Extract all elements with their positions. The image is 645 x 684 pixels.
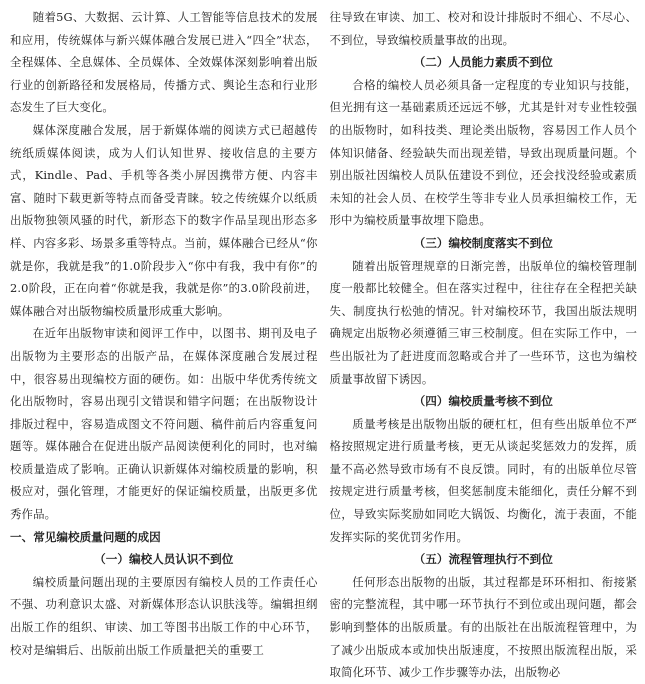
process-paragraph: 任何形态出版物的出版，其过程都是环环相扣、衔接紧密的完整流程，其中哪一环节执行不到位或出现问题，都会影响到整体的出版质量。有的出版社在出版流程管理中，为了减少出版成本或加快出版速度，不按照出版流程出版，采取简化环节、减少工作步骤等办法，出版物必 bbox=[329, 574, 637, 680]
subheading-system: （三）编校制度落实不到位 bbox=[413, 235, 553, 250]
ability-paragraph: 合格的编校人员必须具备一定程度的专业知识与技能，但光拥有这一基础素质还远远不够，尤其是针对专业性较强的出版物时，如科技类、理论类出版物，容易因工作人员个体知识储备、经验缺失而出现差错，导致出现质量问题。个别出版社因编校人员队伍建设不到位，还会找没经验或素质未知的社会人员、在校学生等非专业人员承担编校工作，无形中为编校质量事故埋下隐患。 bbox=[329, 77, 637, 228]
subheading-awareness: （一）编校人员认识不到位 bbox=[94, 552, 234, 567]
assessment-paragraph: 质量考核是出版物出版的硬杠杠，但有些出版单位不严格按照规定进行质量考核，更无从谈起奖惩效力的发挥，质量不高必然导致市场有不良反馈。同时，有的出版单位尽管按规定进行质量考核，但奖惩制度未能细化，责任分解不到位，导致实际奖励如同吃大锅饭、均衡化，流于表面，不能发挥实际的奖优罚劣作用。 bbox=[329, 416, 637, 544]
subheading-process: （五）流程管理执行不到位 bbox=[413, 552, 553, 567]
review-findings-paragraph: 在近年出版物审读和阅评工作中，以图书、期刊及电子出版物为主要形态的出版产品，在媒体深度融合发展过程中，很容易出现编校方面的硬伤。如：出版中华优秀传统文化出版物时，容易出现引文错误和错字问题；在出版物设计排版过程中，容易造成图文不符问题、稿件前后内容重复问题等。媒体融合在促进出版产品阅读便利化的同时，也对编校质量造成了影响。正确认识新媒体对编校质量的影响，积极应对，强化管理，才能更好的保证编校质量，出版更多优秀作品。 bbox=[10, 326, 318, 522]
left-column bbox=[10, 6, 318, 657]
subheading-assessment: （四）编校质量考核不到位 bbox=[413, 394, 553, 409]
intro-paragraph: 随着5G、大数据、云计算、人工智能等信息技术的发展和应用，传统媒体与新兴媒体融合发展已进入“四全”状态，全程媒体、全息媒体、全员媒体、全效媒体深刻影响着出版行业的创新路径和发展格局，传播方式、舆论生态和行业形态发生了巨大变化。 bbox=[10, 10, 318, 115]
right-column bbox=[329, 6, 638, 680]
continued-paragraph: 往导致在审读、加工、校对和设计排版时不细心、不尽心、不到位，导致编校质量事故的出现。 bbox=[329, 10, 637, 47]
awareness-paragraph: 编校质量问题出现的主要原因有编校人员的工作责任心不强、功利意识太盛、对新媒体形态认识肤浅等。编辑担纲出版工作的组织、审读、加工等图书出版工作的中心环节，校对是编辑后、出版前出版工作质量把关的重要工 bbox=[10, 574, 318, 657]
media-fusion-paragraph: 媒体深度融合发展，居于新媒体端的阅读方式已超越传统纸质媒体阅读，成为人们认知世界、接收信息的主要方式，Kindle、Pad、手机等各类小屏因携带方便、内容丰富、随时下载更新等特点而备受青睐。较之传统媒介以纸质出版物独领风骚的时代，新形态下的数字作品呈现出形态多样、内容多彩、场景多重等特点。当前，媒体融合已经从“你就是你，我就是我”的1.0阶段步入“你中有我，我中有你”的2.0阶段，正在向着“你就是我，我就是你”的3.0阶段前进，媒体融合对出版物编校质量形成重大影响。 bbox=[10, 122, 318, 318]
system-paragraph: 随着出版管理规章的日渐完善，出版单位的编校管理制度一般都比较健全。但在落实过程中，往往存在全程把关缺失、制度执行松弛的情况。针对编校环节，我国出版法规明确规定出版物必须遵循三审三校制度。但在实际工作中，一些出版社为了赶进度而忽略或合并了一些环节，这也为编校质量事故留下诱因。 bbox=[329, 258, 637, 386]
section-heading-causes: 一、常见编校质量问题的成因 bbox=[10, 529, 161, 544]
subheading-ability: （二）人员能力素质不到位 bbox=[413, 55, 553, 70]
